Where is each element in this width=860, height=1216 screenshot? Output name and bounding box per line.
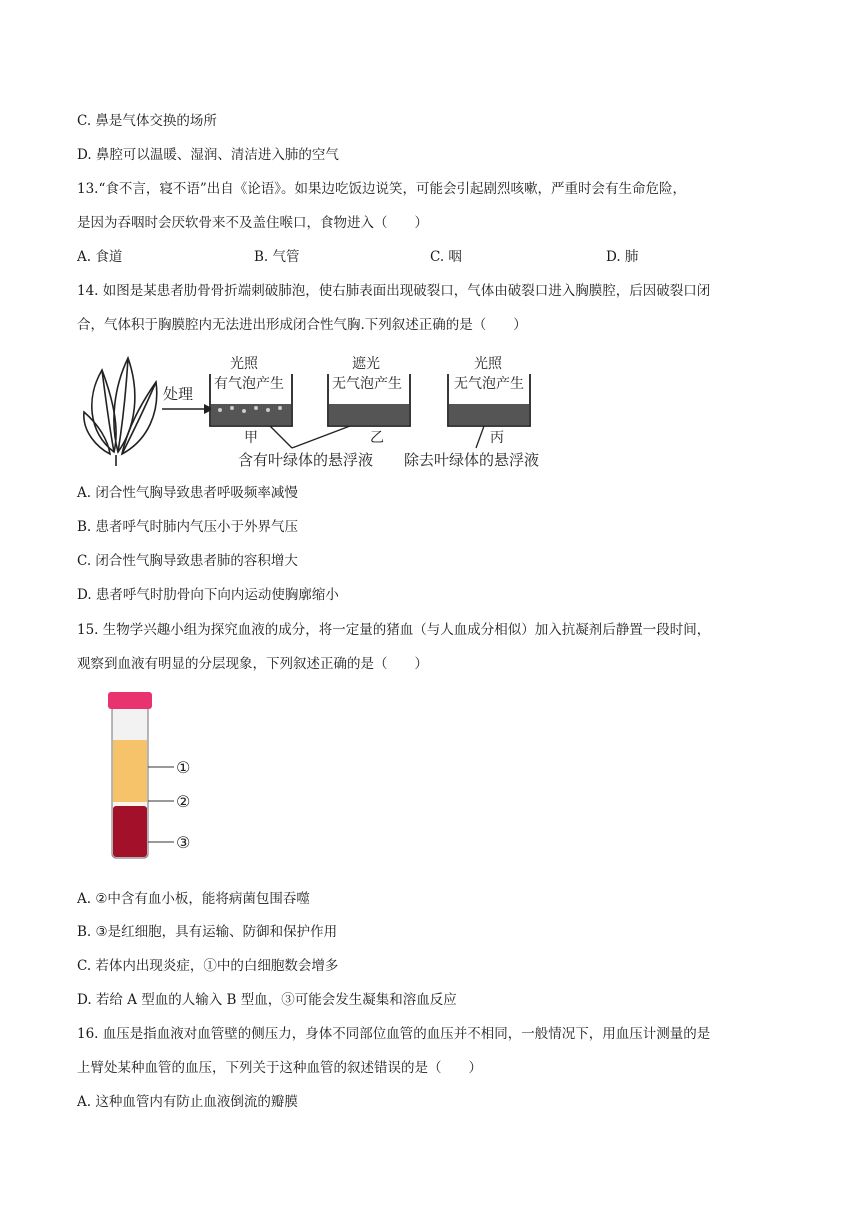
q14-stem-line1: 14. 如图是某患者肋骨骨折端刺破肺泡，使右肺表面出现破裂口，气体由破裂口进入胸膜腔，后因破裂口闭 [77,283,711,299]
q16-stem-line1: 16. 血压是指血液对血管壁的侧压力，身体不同部位血管的血压并不相同，一般情况下，用血压计测量的是 [77,1026,711,1042]
test-tube-cap [108,692,152,709]
beaker-jia-label: 甲 [244,430,258,446]
q12-option-c: C. 鼻是气体交换的场所 [77,113,217,129]
q13-option-d: D. 肺 [606,249,639,265]
label-2: ② [176,792,191,811]
plasma-layer [113,740,147,804]
beaker-yi-result: 无气泡产生 [332,376,402,392]
q13-option-b: B. 气管 [254,249,300,265]
q13-option-c: C. 咽 [430,249,462,265]
q14-figure [80,352,560,472]
q15-stem-line2: 观察到血液有明显的分层现象，下列叙述正确的是（ ） [77,656,428,672]
q15-option-d: D. 若给 A 型血的人输入 B 型血，③可能会发生凝集和溶血反应 [77,992,457,1008]
arrow-label: 处理 [163,385,194,403]
q12-option-d: D. 鼻腔可以温暖、湿润、清洁进入肺的空气 [77,147,339,163]
red-cell-layer [113,806,147,857]
beaker-yi-condition: 遮光 [352,356,380,372]
q16-option-a: A. 这种血管内有防止血液倒流的瓣膜 [77,1094,298,1110]
q15-option-c: C. 若体内出现炎症，①中的白细胞数会增多 [77,958,339,974]
beaker-yi-label: 乙 [370,430,384,446]
q16-stem-line2: 上臂处某种血管的血压，下列关于这种血管的叙述错误的是（ ） [77,1060,482,1076]
label-1: ① [176,758,191,777]
beaker-bing-label: 丙 [490,430,504,446]
q13-stem-line2: 是因为吞咽时会厌软骨来不及盖住喉口，食物进入（ ） [77,215,428,231]
q15-option-b: B. ③是红细胞，具有运输、防御和保护作用 [77,924,338,940]
beaker-yi-liquid [329,404,409,425]
test-tube-diagram [96,688,216,864]
beaker-bing-condition: 光照 [474,356,502,372]
q14-option-a: A. 闭合性气胸导致患者呼吸频率减慢 [77,485,298,501]
q15-option-a: A. ②中含有血小板，能将病菌包围吞噬 [77,891,310,907]
caption-with-chloroplast: 含有叶绿体的悬浮液 [238,451,374,469]
q14-stem-line2: 合，气体积于胸膜腔内无法进出形成闭合性气胸.下列叙述正确的是（ ） [77,317,527,333]
q15-figure [96,688,216,864]
beaker-jia-result: 有气泡产生 [214,376,284,392]
label-3: ③ [176,833,191,852]
beaker-bing-liquid [449,404,529,425]
buffy-coat-layer [113,802,147,806]
beaker-jia-condition: 光照 [230,356,258,372]
q15-stem-line1: 15. 生物学兴趣小组为探究血液的成分，将一定量的猪血（与人血成分相似）加入抗凝剂后静置一段时间， [77,622,711,638]
leaf-experiment-diagram [80,352,560,472]
caption-without-chloroplast: 除去叶绿体的悬浮液 [404,451,540,469]
q13-option-a: A. 食道 [77,249,123,265]
q13-stem-line1: 13.“食不言，寝不语”出自《论语》。如果边吃饭边说笑，可能会引起剧烈咳嗽，严重时会有生命危险， [77,181,687,197]
q14-option-c: C. 闭合性气胸导致患者肺的容积增大 [77,553,298,569]
q14-option-b: B. 患者呼气时肺内气压小于外界气压 [77,519,299,535]
beaker-bing-result: 无气泡产生 [454,376,524,392]
leaves-icon [84,358,157,466]
q14-option-d: D. 患者呼气时肋骨向下向内运动使胸廓缩小 [77,587,339,603]
